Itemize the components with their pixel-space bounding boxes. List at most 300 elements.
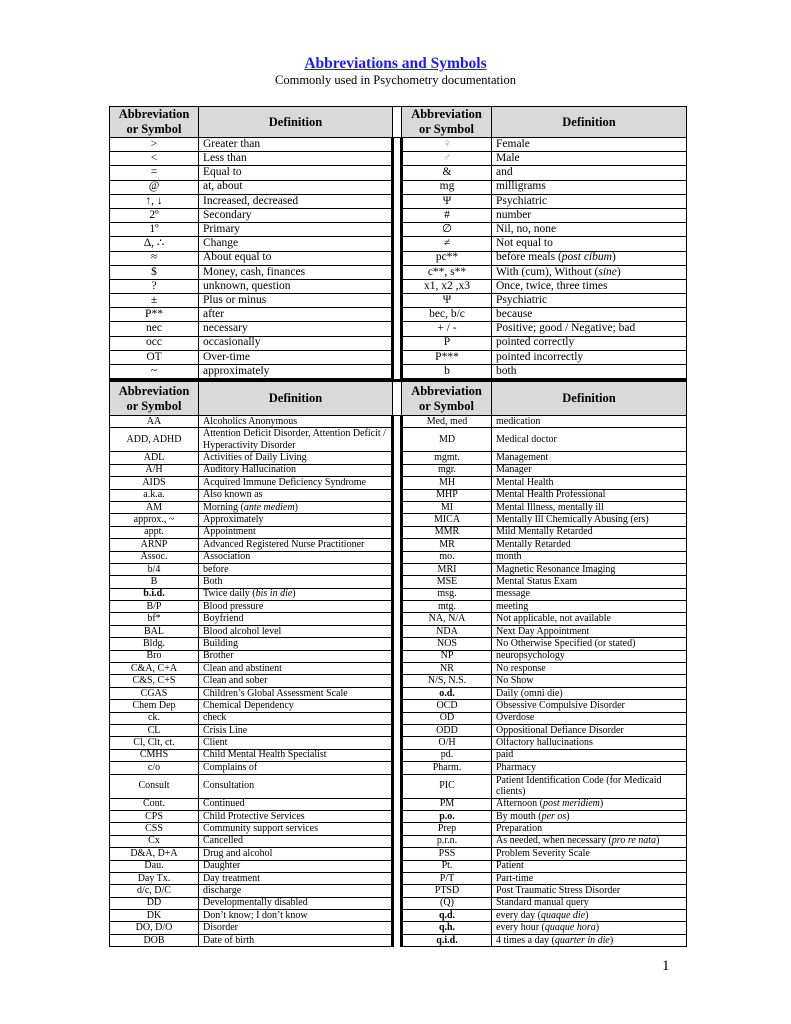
abbreviation-cell [110, 885, 199, 897]
column-divider [393, 737, 402, 749]
definition-text: Association [203, 551, 251, 563]
definition-cell [492, 416, 687, 428]
abbreviation-cell [110, 762, 199, 774]
abbreviation-text: pc** [435, 251, 459, 264]
column-divider [393, 294, 402, 308]
abbreviation-cell [402, 514, 492, 526]
page-number: 1 [662, 958, 670, 974]
column-divider [393, 477, 402, 489]
definition-cell [199, 835, 393, 847]
definition-text: Disorder [203, 922, 238, 934]
definition-text: Mentally Ill Chemically Abusing (ers) [496, 514, 649, 526]
abbreviation-text: B/P [146, 600, 162, 612]
definition-text: Approximately [203, 514, 264, 526]
definition-text: Magnetic Resonance Imaging [496, 563, 616, 575]
table-row [110, 860, 687, 872]
column-header-definition: Definition [199, 381, 393, 416]
table-row [110, 152, 687, 166]
table-row [110, 700, 687, 712]
abbreviation-text: NOS [436, 637, 457, 649]
definition-cell [492, 749, 687, 761]
abbreviation-cell [402, 910, 492, 922]
abbreviation-text: q.d. [438, 909, 456, 921]
abbreviation-cell [110, 737, 199, 749]
definition-text: Overdose [496, 712, 535, 724]
table-row [110, 294, 687, 308]
table-row [110, 910, 687, 922]
definition-cell [199, 922, 393, 934]
column-divider [393, 416, 402, 428]
table-row [110, 613, 687, 625]
definition-text: before [203, 563, 229, 575]
abbreviation-text: ADL [143, 452, 165, 464]
column-divider [393, 910, 402, 922]
column-divider [393, 208, 402, 222]
table-row [110, 823, 687, 835]
definition-text: medication [496, 415, 541, 427]
definition-text: Problem Severity Scale [496, 847, 590, 859]
definition-text: month [496, 551, 522, 563]
abbreviation-text: ADD, ADHD [126, 434, 182, 446]
column-divider [393, 194, 402, 208]
table-row [110, 514, 687, 526]
table-row [110, 762, 687, 774]
abbreviation-cell [110, 251, 199, 265]
abbreviation-cell [110, 563, 199, 575]
definition-text: check [203, 712, 227, 724]
definition-text: Both [203, 575, 223, 587]
abbreviation-text: MMR [434, 526, 460, 538]
abbreviation-cell [402, 576, 492, 588]
definition-cell [492, 489, 687, 501]
column-divider [393, 650, 402, 662]
definition-cell [492, 823, 687, 835]
table-row [110, 265, 687, 279]
definition-text: With (cum), Without ( [496, 265, 599, 278]
abbreviation-text: Assoc. [140, 551, 168, 563]
abbreviation-cell [402, 687, 492, 699]
abbreviation-cell [402, 922, 492, 934]
abbreviation-text: Bldg. [143, 637, 165, 649]
abbreviation-cell [402, 774, 492, 798]
definition-cell [199, 897, 393, 909]
abbreviation-text: @ [148, 180, 160, 193]
abbreviation-cell [110, 551, 199, 563]
table-row [110, 663, 687, 675]
definition-text: Complains of [203, 761, 258, 773]
column-header-abbreviation: Abbreviation or Symbol [110, 381, 199, 416]
abbreviation-cell [110, 152, 199, 166]
table-row [110, 308, 687, 322]
abbreviation-text: ck. [148, 712, 160, 724]
definition-cell [199, 885, 393, 897]
definition-cell [492, 934, 687, 946]
table-row [110, 251, 687, 265]
abbreviation-text: approx., ~ [133, 514, 175, 526]
definition-text: Attention Deficit Disorder, Attention Deficit / Hyperactivity Disorder [203, 428, 386, 451]
definition-suffix: ) [656, 835, 660, 847]
abbreviation-text: NA, N/A [428, 613, 466, 625]
definition-text: Standard manual query [496, 897, 589, 909]
definition-text: Plus or minus [203, 293, 267, 306]
abbreviation-text: b/4 [147, 563, 161, 575]
definition-cell [492, 700, 687, 712]
definition-cell [492, 588, 687, 600]
abbreviation-text: b [444, 364, 450, 377]
abbreviation-text: p.o. [439, 810, 455, 822]
abbreviation-cell [110, 452, 199, 464]
definition-cell [492, 322, 687, 336]
table-row [110, 452, 687, 464]
table-row [110, 180, 687, 194]
table-row [110, 885, 687, 897]
table-row [110, 737, 687, 749]
definition-text: Less than [203, 152, 247, 165]
definition-text: Not equal to [496, 237, 553, 250]
column-header-definition: Definition [492, 107, 687, 138]
abbreviation-cell [110, 526, 199, 538]
table-row [110, 336, 687, 350]
abbreviation-text: AIDS [142, 476, 166, 488]
abbreviation-text: ♀ [442, 137, 452, 150]
column-header-abbreviation: Abbreviation or Symbol [110, 107, 199, 138]
abbreviation-cell [402, 675, 492, 687]
column-divider [393, 625, 402, 637]
definition-cell [199, 138, 393, 152]
definition-cell [199, 514, 393, 526]
abbreviation-text: Ψ [442, 293, 452, 306]
abbreviation-cell [402, 251, 492, 265]
definition-text: Positive; good / Negative; bad [496, 322, 636, 335]
definition-suffix: ) [616, 265, 621, 278]
definition-cell [492, 237, 687, 251]
abbreviation-cell [402, 452, 492, 464]
definition-cell [492, 712, 687, 724]
table-row [110, 724, 687, 736]
definition-text: both [496, 364, 517, 377]
table-row [110, 650, 687, 662]
abbreviation-text: < [150, 152, 158, 165]
definition-cell [199, 576, 393, 588]
definition-cell [492, 650, 687, 662]
column-divider [393, 251, 402, 265]
definition-cell [199, 194, 393, 208]
table-row [110, 601, 687, 613]
document-title: Abbreviations and Symbols [304, 55, 487, 72]
abbreviation-cell [110, 477, 199, 489]
definition-cell [492, 885, 687, 897]
abbreviation-text: BAL [144, 625, 164, 637]
definition-cell [199, 860, 393, 872]
definition-text: Psychiatric [496, 194, 548, 207]
definition-text: message [496, 588, 530, 600]
definition-cell [492, 910, 687, 922]
definition-cell [492, 762, 687, 774]
definition-text: before meals ( [496, 251, 562, 264]
abbreviation-cell [402, 551, 492, 563]
definition-text: No Otherwise Specified (or stated) [496, 637, 636, 649]
abbreviation-text: Med, med [426, 415, 468, 427]
column-divider [393, 322, 402, 336]
column-divider [393, 428, 402, 452]
abbreviation-text: mgr. [437, 464, 457, 476]
abbreviation-text: > [150, 137, 158, 150]
table-row [110, 501, 687, 513]
table-row [110, 365, 687, 379]
abbreviation-text: DK [146, 909, 162, 921]
abbreviation-text: D&A, D+A [130, 847, 178, 859]
table-row [110, 576, 687, 588]
column-divider [393, 613, 402, 625]
definition-cell [492, 563, 687, 575]
definition-text: every day ( [496, 909, 541, 921]
abbreviations-table [109, 379, 687, 947]
definition-cell [199, 365, 393, 379]
definition-text: because [496, 308, 533, 321]
abbreviation-cell [402, 762, 492, 774]
definition-cell [199, 265, 393, 279]
definition-cell [199, 180, 393, 194]
definition-text: Also known as [203, 489, 263, 501]
abbreviation-cell [110, 501, 199, 513]
abbreviation-text: NR [440, 662, 454, 674]
abbreviation-cell [402, 416, 492, 428]
abbreviation-text: ± [150, 293, 158, 306]
abbreviation-text: Prep [437, 823, 457, 835]
abbreviation-text: $ [151, 265, 157, 278]
abbreviation-cell [110, 650, 199, 662]
definition-text: Change [203, 237, 239, 250]
definition-cell [492, 477, 687, 489]
table-row [110, 922, 687, 934]
abbreviation-cell [402, 279, 492, 293]
abbreviation-cell [110, 872, 199, 884]
column-divider [393, 700, 402, 712]
definition-latin: sine [598, 265, 617, 278]
definition-text: Building [203, 637, 239, 649]
definition-text: Child Protective Services [203, 810, 305, 822]
table-row [110, 934, 687, 946]
column-header-abbreviation: Abbreviation or Symbol [402, 381, 492, 416]
abbreviation-cell [402, 724, 492, 736]
definition-text: Blood alcohol level [203, 625, 282, 637]
abbreviation-cell [110, 613, 199, 625]
abbreviation-cell [110, 237, 199, 251]
definition-cell [492, 279, 687, 293]
definition-cell [492, 336, 687, 350]
abbreviation-text: occ [146, 336, 162, 349]
abbreviation-cell [402, 539, 492, 551]
abbreviation-cell [110, 180, 199, 194]
abbreviation-cell [110, 934, 199, 946]
table-row [110, 810, 687, 822]
abbreviation-cell [110, 208, 199, 222]
definition-cell [492, 539, 687, 551]
definition-latin: quaque die [540, 909, 586, 921]
definition-latin: ante mediem [243, 501, 295, 513]
abbreviation-cell [110, 223, 199, 237]
abbreviation-cell [110, 835, 199, 847]
definition-text: Mental Illness, mentally ill [496, 501, 604, 513]
definition-text: As needed, when necessary ( [496, 835, 612, 847]
definition-text: Client [203, 737, 228, 749]
abbreviation-cell [110, 194, 199, 208]
abbreviation-text: Cx [148, 835, 160, 847]
column-divider [393, 823, 402, 835]
abbreviation-cell [110, 336, 199, 350]
abbreviation-text: ODD [436, 724, 458, 736]
table-row [110, 835, 687, 847]
abbreviation-cell [402, 365, 492, 379]
abbreviation-cell [402, 650, 492, 662]
table-row [110, 428, 687, 452]
definition-cell [492, 251, 687, 265]
column-divider [393, 848, 402, 860]
abbreviation-cell [402, 749, 492, 761]
abbreviation-text: p.r.n. [436, 835, 458, 847]
definition-suffix: ) [292, 588, 296, 600]
abbreviation-text: PTSD [434, 884, 460, 896]
definition-latin: per os [541, 810, 567, 822]
column-divider [393, 712, 402, 724]
abbreviation-text: ≈ [150, 251, 158, 264]
definition-text: approximately [203, 364, 270, 377]
abbreviation-text: PM [439, 798, 455, 810]
abbreviation-text: MD [438, 434, 456, 446]
abbreviation-text: AA [146, 415, 162, 427]
definition-text: meeting [496, 600, 529, 612]
abbreviation-cell [110, 687, 199, 699]
definition-cell [199, 675, 393, 687]
column-divider [393, 724, 402, 736]
column-divider [393, 663, 402, 675]
definition-suffix: ) [595, 922, 600, 934]
abbreviation-cell [110, 350, 199, 364]
abbreviation-text: # [444, 208, 450, 221]
definition-text: Don’t know; I don’t know [203, 909, 308, 921]
abbreviation-text: MRI [437, 563, 457, 575]
abbreviation-text: ~ [150, 364, 158, 377]
abbreviation-cell [110, 663, 199, 675]
definition-cell [199, 625, 393, 637]
column-divider [393, 762, 402, 774]
definition-cell [492, 687, 687, 699]
abbreviation-cell [402, 265, 492, 279]
abbreviation-cell [402, 350, 492, 364]
definition-text: Part-time [496, 872, 534, 884]
definition-cell [492, 501, 687, 513]
abbreviation-text: NP [440, 650, 454, 662]
definition-text: Continued [203, 798, 245, 810]
abbreviation-cell [402, 464, 492, 476]
definition-cell [492, 166, 687, 180]
definition-text: Pharmacy [496, 761, 536, 773]
definition-cell [492, 848, 687, 860]
abbreviation-cell [110, 675, 199, 687]
table-row [110, 897, 687, 909]
column-divider [393, 885, 402, 897]
definition-cell [199, 810, 393, 822]
definition-cell [199, 237, 393, 251]
abbreviation-text: B [150, 575, 158, 587]
definition-cell [199, 724, 393, 736]
definition-text: Greater than [203, 137, 261, 150]
definition-cell [492, 194, 687, 208]
abbreviation-cell [110, 539, 199, 551]
abbreviation-cell [402, 588, 492, 600]
abbreviation-cell [402, 489, 492, 501]
definition-text: Daughter [203, 860, 241, 872]
column-divider [393, 365, 402, 379]
table-row [110, 625, 687, 637]
abbreviation-cell [402, 526, 492, 538]
abbreviation-cell [402, 638, 492, 650]
abbreviation-text: DOB [143, 934, 165, 946]
table-row [110, 588, 687, 600]
definition-cell [199, 428, 393, 452]
abbreviation-text: ARNP [140, 538, 168, 550]
definition-text: Once, twice, three times [496, 279, 608, 292]
abbreviation-cell [110, 922, 199, 934]
definition-text: Female [496, 137, 530, 150]
column-divider [393, 514, 402, 526]
table-row [110, 279, 687, 293]
abbreviation-cell [402, 798, 492, 810]
abbreviation-cell [110, 265, 199, 279]
table-row [110, 675, 687, 687]
abbreviation-text: bec, b/c [429, 308, 465, 321]
abbreviation-text: x1, x2 ,x3 [424, 279, 470, 292]
table-row [110, 638, 687, 650]
table-row [110, 774, 687, 798]
abbreviation-text: CGAS [140, 687, 168, 699]
definition-cell [199, 464, 393, 476]
definition-text: necessary [203, 322, 248, 335]
definition-text: Auditory Hallucination [203, 464, 297, 476]
definition-text: Post Traumatic Stress Disorder [496, 884, 621, 896]
definition-text: Management [496, 452, 549, 464]
abbreviation-text: PIC [439, 780, 455, 792]
definition-text: Patient [496, 860, 524, 872]
abbreviation-cell [110, 810, 199, 822]
definition-text: Blood pressure [203, 600, 264, 612]
table-row [110, 464, 687, 476]
abbreviation-cell [110, 724, 199, 736]
abbreviation-text: mg [439, 180, 455, 193]
definition-cell [199, 336, 393, 350]
abbreviation-cell [402, 223, 492, 237]
definition-text: Brother [203, 650, 234, 662]
column-divider [393, 350, 402, 364]
abbreviation-cell [110, 625, 199, 637]
definition-cell [199, 823, 393, 835]
definition-cell [492, 638, 687, 650]
definition-text: Appointment [203, 526, 256, 538]
abbreviation-text: MSE [436, 575, 458, 587]
abbreviation-text: Bro [146, 650, 162, 662]
definition-text: Clean and abstinent [203, 662, 282, 674]
abbreviation-cell [110, 576, 199, 588]
abbreviation-text: pd. [440, 749, 454, 761]
table-row [110, 322, 687, 336]
definition-text: Mild Mentally Retarded [496, 526, 593, 538]
definition-cell [492, 350, 687, 364]
abbreviation-text: ↑, ↓ [145, 194, 163, 207]
definition-cell [492, 576, 687, 588]
definition-cell [199, 308, 393, 322]
definition-text: Child Mental Health Specialist [203, 749, 327, 761]
abbreviation-cell [110, 712, 199, 724]
